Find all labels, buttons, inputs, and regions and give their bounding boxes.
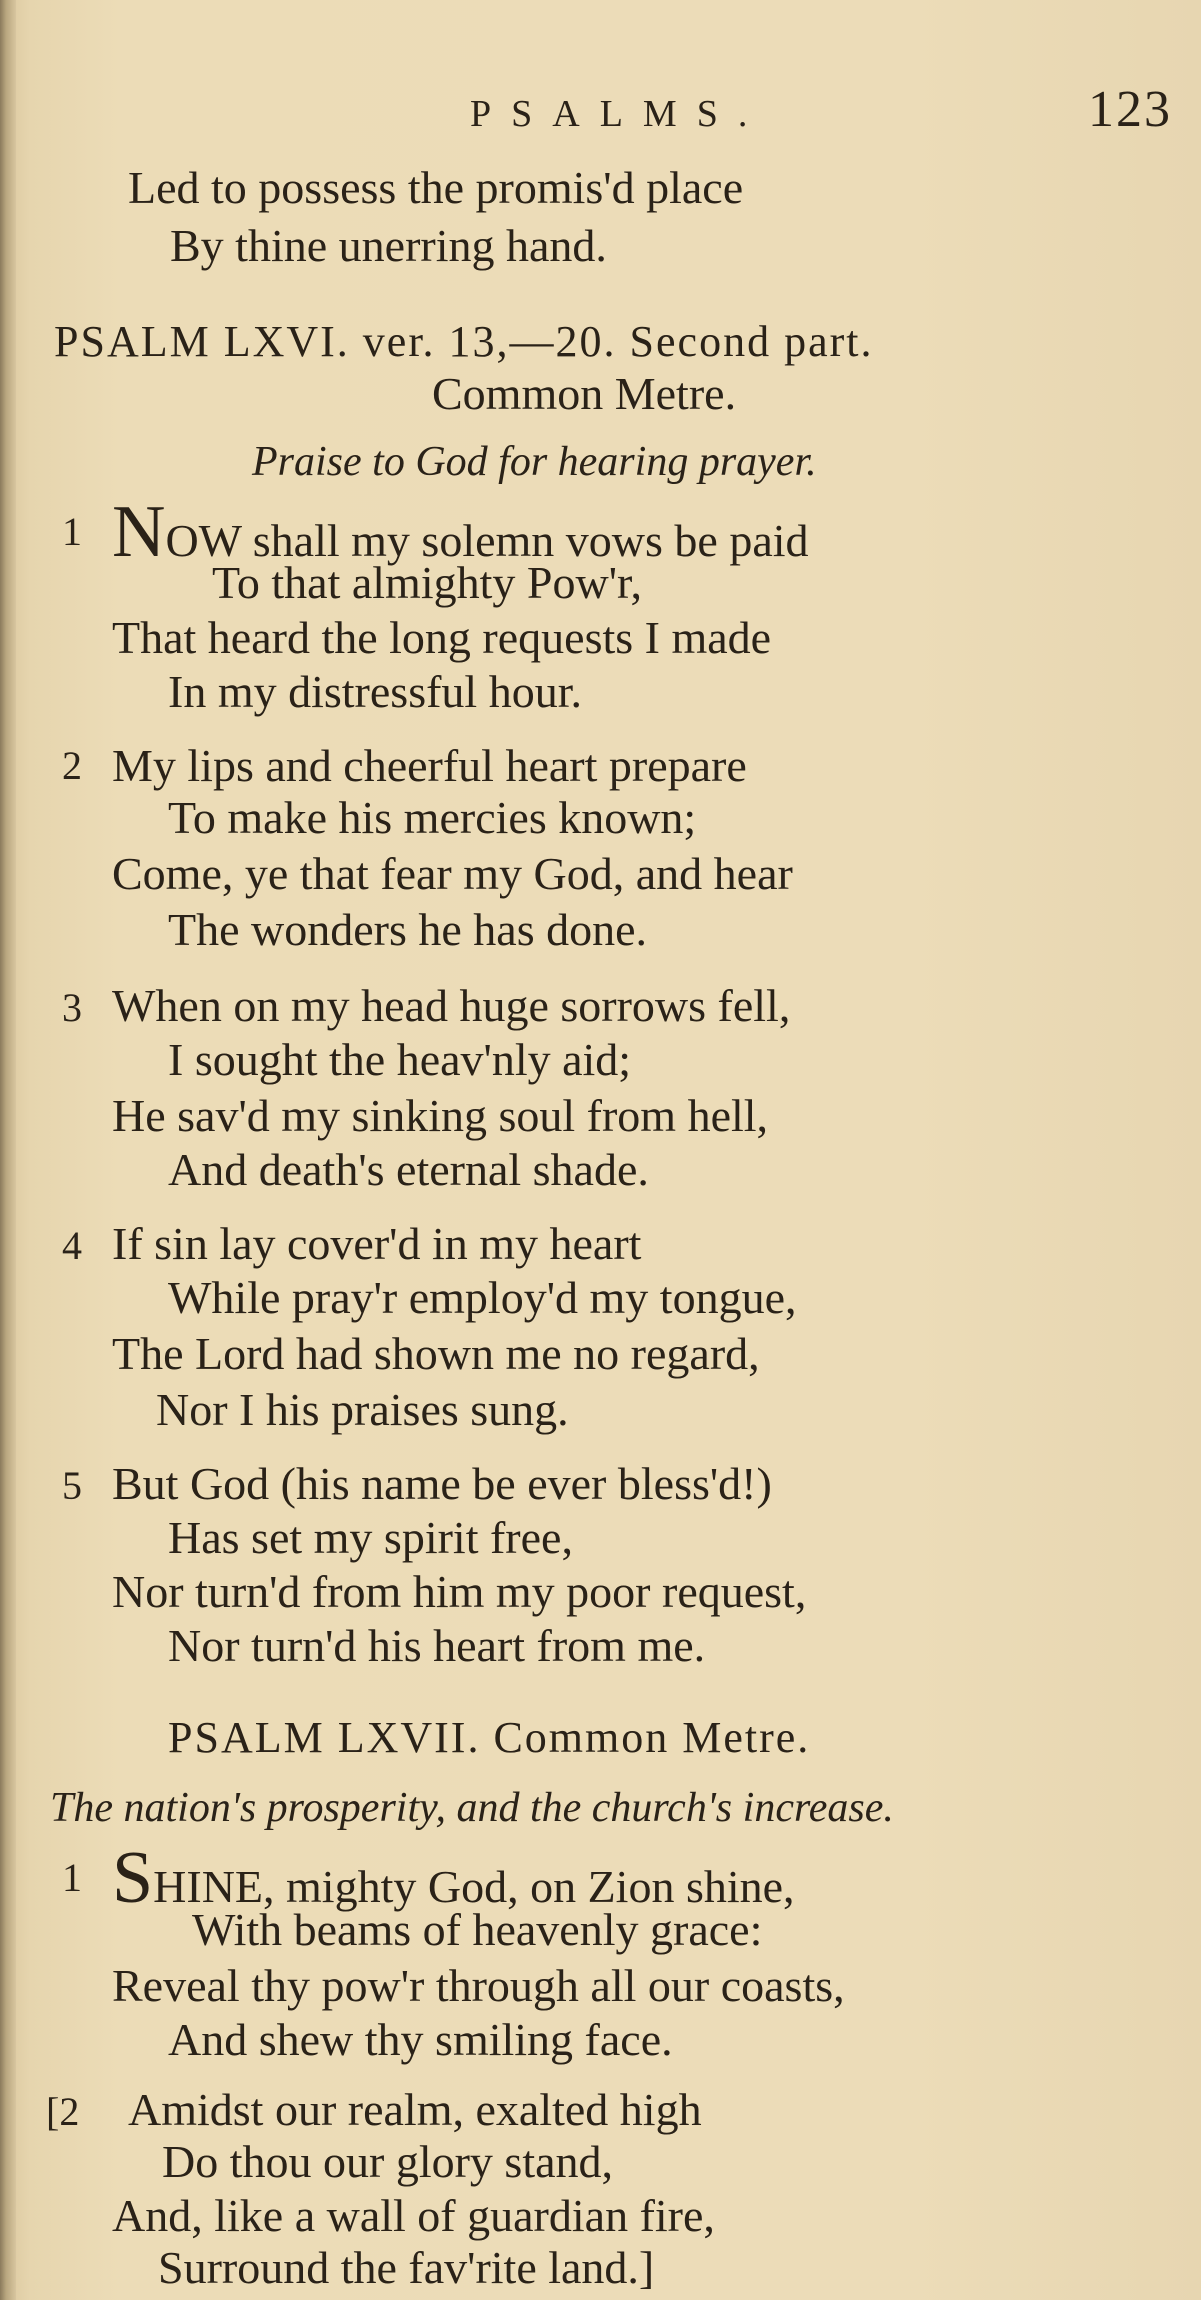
stanza-line: To make his mercies known; [168,792,697,843]
stanza-number: 1 [62,509,82,554]
stanza-line: Do thou our glory stand, [162,2136,614,2187]
stanza-line-text: OW shall my solemn vows be paid [165,515,809,566]
stanza-line: Reveal thy pow'r through all our coasts, [112,1960,845,2011]
stanza-line: Nor turn'd from him my poor request, [112,1566,807,1617]
psalm-66-title: PSALM LXVI. ver. 13,—20. Second part. [54,317,874,366]
stanza-number: 5 [62,1463,82,1508]
stanza-line: That heard the long requests I made [112,612,772,663]
stanza-number: 4 [62,1223,82,1268]
continuation-line-1: Led to possess the promis'd place [128,162,744,213]
drop-cap: N [112,491,166,573]
page-binding-edge [0,0,16,2300]
stanza-line: To that almighty Pow'r, [212,557,642,608]
running-title: PSALMS. [470,93,768,135]
stanza-line: And shew thy smiling face. [168,2014,673,2065]
psalm-66-metre: Common Metre. [432,368,737,419]
stanza-line: Surround the fav'rite land.] [158,2242,655,2293]
stanza-line: I sought the heav'nly aid; [168,1034,632,1085]
stanza-line: The Lord had shown me no regard, [112,1328,760,1379]
stanza-line-text: HINE, mighty God, on Zion shine, [153,1861,795,1912]
stanza-line: Amidst our realm, exalted high [128,2084,702,2135]
stanza-line: And, like a wall of guardian fire, [112,2190,715,2241]
stanza-line: With beams of heavenly grace: [192,1904,763,1955]
stanza-line: If sin lay cover'd in my heart [112,1218,642,1269]
psalm-67-subtitle: The nation's prosperity, and the church's increase. [50,1785,894,1831]
stanza-line: The wonders he has done. [168,904,648,955]
stanza-line: He sav'd my sinking soul from hell, [112,1090,769,1141]
stanza-number: [2 [46,2089,80,2134]
continuation-line-2: By thine unerring hand. [170,220,607,271]
page-number: 123 [1088,81,1172,138]
stanza-number: 3 [62,985,82,1030]
stanza-line: When on my head huge sorrows fell, [112,980,791,1031]
psalm-67-title: PSALM LXVII. Common Metre. [168,1713,811,1762]
stanza-line: Nor I his praises sung. [156,1384,569,1435]
stanza-line: Nor turn'd his heart from me. [168,1620,706,1671]
stanza-number: 1 [62,1855,82,1900]
stanza-line: My lips and cheerful heart prepare [112,740,747,791]
stanza-number: 2 [62,743,82,788]
drop-cap: S [112,1837,154,1919]
stanza-line: Come, ye that fear my God, and hear [112,848,793,899]
stanza-line: While pray'r employ'd my tongue, [168,1272,797,1323]
stanza-line: But God (his name be ever bless'd!) [112,1458,772,1509]
stanza-line: And death's eternal shade. [168,1144,649,1195]
psalm-66-subtitle: Praise to God for hearing prayer. [252,439,817,485]
stanza-line: In my distressful hour. [168,666,582,717]
stanza-line: Has set my spirit free, [168,1512,573,1563]
